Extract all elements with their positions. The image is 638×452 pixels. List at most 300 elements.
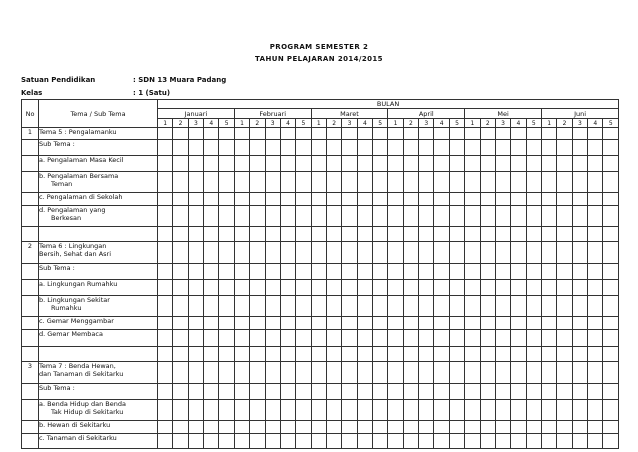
week-cell [173, 317, 188, 330]
week-cell [480, 347, 495, 362]
week-cell [234, 330, 249, 347]
week-cell [158, 206, 173, 227]
tema-text: d. Gemar Membaca [39, 330, 103, 338]
week-cell [158, 362, 173, 384]
week-cell [265, 156, 280, 172]
row-number: 2 [22, 242, 39, 264]
week-cell [572, 400, 587, 421]
week-cell [234, 206, 249, 227]
week-cell [250, 264, 265, 280]
week-cell [219, 140, 234, 156]
week-cell [357, 421, 372, 434]
week-cell [495, 140, 510, 156]
week-cell [311, 193, 326, 206]
week-cell [557, 193, 572, 206]
week-cell [265, 206, 280, 227]
week-number: 3 [342, 119, 357, 128]
week-cell [204, 434, 219, 449]
document-title: PROGRAM SEMESTER 2 [269, 43, 369, 51]
week-cell [280, 227, 295, 242]
table-row [22, 227, 619, 242]
row-number [22, 384, 39, 400]
week-cell [388, 156, 403, 172]
week-cell [373, 140, 388, 156]
week-cell [511, 156, 526, 172]
week-cell [465, 128, 480, 140]
week-cell [603, 280, 619, 296]
week-cell [557, 400, 572, 421]
tema-text: a. Benda Hidup dan Benda [39, 400, 126, 408]
tema-text-continued: Tak Hidup di Sekitarku [51, 408, 124, 416]
week-cell [541, 227, 556, 242]
week-cell [219, 280, 234, 296]
week-cell [280, 156, 295, 172]
week-cell [572, 317, 587, 330]
week-cell [173, 384, 188, 400]
week-cell [326, 227, 341, 242]
row-number [22, 280, 39, 296]
week-cell [588, 362, 603, 384]
week-cell [588, 206, 603, 227]
week-cell [541, 206, 556, 227]
week-cell [526, 242, 541, 264]
week-cell [403, 347, 418, 362]
week-cell [296, 400, 311, 421]
week-cell [296, 434, 311, 449]
week-cell [265, 193, 280, 206]
table-row [22, 280, 619, 296]
row-number: 1 [22, 128, 39, 140]
week-cell [357, 400, 372, 421]
tema-text: Tema 7 : Benda Hewan, [39, 362, 116, 370]
week-number: 5 [603, 119, 619, 128]
week-cell [557, 434, 572, 449]
week-cell [296, 242, 311, 264]
week-number: 1 [158, 119, 173, 128]
week-cell [219, 317, 234, 330]
week-cell [495, 400, 510, 421]
week-cell [588, 156, 603, 172]
week-cell [250, 362, 265, 384]
week-cell [526, 317, 541, 330]
tema-text: Sub Tema : [39, 264, 75, 272]
week-cell [480, 434, 495, 449]
week-number: 3 [265, 119, 280, 128]
table-row [22, 384, 619, 400]
week-number: 4 [280, 119, 295, 128]
week-cell [526, 172, 541, 193]
week-cell [296, 227, 311, 242]
tema-cell [39, 242, 158, 264]
week-cell [541, 172, 556, 193]
week-cell [326, 384, 341, 400]
week-cell [373, 384, 388, 400]
week-cell [572, 156, 587, 172]
week-cell [158, 421, 173, 434]
week-cell [204, 362, 219, 384]
week-cell [204, 317, 219, 330]
week-cell [234, 384, 249, 400]
week-cell [173, 434, 188, 449]
week-cell [204, 330, 219, 347]
week-cell [373, 421, 388, 434]
week-cell [541, 384, 556, 400]
week-cell [250, 280, 265, 296]
week-number: 5 [219, 119, 234, 128]
week-cell [296, 330, 311, 347]
week-cell [419, 156, 434, 172]
tema-cell [39, 206, 158, 227]
week-cell [403, 206, 418, 227]
week-cell [158, 296, 173, 317]
row-number [22, 347, 39, 362]
week-cell [495, 242, 510, 264]
week-number: 5 [373, 119, 388, 128]
week-cell [557, 330, 572, 347]
week-cell [541, 317, 556, 330]
week-cell [603, 317, 619, 330]
week-cell [419, 384, 434, 400]
week-cell [173, 128, 188, 140]
week-cell [572, 362, 587, 384]
week-cell [588, 227, 603, 242]
week-cell [265, 330, 280, 347]
week-cell [326, 400, 341, 421]
week-cell [204, 140, 219, 156]
week-cell [465, 193, 480, 206]
week-cell [311, 434, 326, 449]
week-cell [342, 227, 357, 242]
month-header: Maret [311, 109, 388, 119]
week-cell [296, 264, 311, 280]
week-cell [173, 193, 188, 206]
tema-cell [39, 227, 158, 242]
week-cell [511, 347, 526, 362]
week-cell [434, 296, 449, 317]
week-cell [419, 400, 434, 421]
week-cell [526, 400, 541, 421]
week-cell [373, 434, 388, 449]
week-cell [250, 156, 265, 172]
header-no: No [22, 100, 39, 128]
week-cell [204, 227, 219, 242]
week-cell [541, 242, 556, 264]
week-cell [449, 384, 464, 400]
week-cell [526, 193, 541, 206]
week-cell [495, 347, 510, 362]
week-cell [480, 140, 495, 156]
week-cell [465, 140, 480, 156]
week-cell [419, 280, 434, 296]
week-cell [373, 347, 388, 362]
week-cell [234, 140, 249, 156]
table-row [22, 128, 619, 140]
week-cell [173, 172, 188, 193]
week-cell [526, 280, 541, 296]
week-cell [449, 347, 464, 362]
week-cell [357, 264, 372, 280]
week-cell [188, 362, 203, 384]
week-cell [234, 434, 249, 449]
week-cell [173, 156, 188, 172]
week-number: 4 [357, 119, 372, 128]
tema-text-continued: Berkesan [51, 214, 82, 222]
week-cell [357, 317, 372, 330]
week-cell [342, 193, 357, 206]
week-cell [250, 347, 265, 362]
week-cell [419, 128, 434, 140]
week-cell [296, 384, 311, 400]
week-cell [250, 400, 265, 421]
week-cell [219, 434, 234, 449]
week-cell [234, 347, 249, 362]
week-cell [419, 421, 434, 434]
week-cell [557, 206, 572, 227]
week-cell [449, 330, 464, 347]
row-number [22, 206, 39, 227]
week-cell [342, 280, 357, 296]
row-number [22, 140, 39, 156]
week-cell [572, 172, 587, 193]
week-cell [480, 242, 495, 264]
week-cell [403, 317, 418, 330]
week-cell [603, 206, 619, 227]
week-cell [311, 421, 326, 434]
row-number [22, 421, 39, 434]
week-cell [188, 140, 203, 156]
tema-text-continued: Teman [51, 180, 73, 188]
row-number [22, 264, 39, 280]
week-cell [296, 296, 311, 317]
week-cell [204, 193, 219, 206]
week-cell [188, 296, 203, 317]
week-cell [511, 242, 526, 264]
week-cell [219, 400, 234, 421]
week-cell [219, 227, 234, 242]
week-cell [326, 242, 341, 264]
week-cell [280, 128, 295, 140]
week-cell [219, 421, 234, 434]
week-cell [173, 242, 188, 264]
week-cell [465, 172, 480, 193]
week-cell [265, 362, 280, 384]
week-cell [480, 156, 495, 172]
week-cell [603, 330, 619, 347]
week-cell [434, 362, 449, 384]
week-cell [357, 296, 372, 317]
week-number: 3 [188, 119, 203, 128]
week-cell [588, 384, 603, 400]
week-cell [434, 384, 449, 400]
week-cell [403, 421, 418, 434]
week-cell [419, 296, 434, 317]
tema-text: b. Hewan di Sekitarku [39, 421, 111, 429]
week-cell [557, 296, 572, 317]
week-cell [588, 193, 603, 206]
week-cell [342, 317, 357, 330]
week-number: 4 [511, 119, 526, 128]
week-cell [572, 140, 587, 156]
week-cell [158, 128, 173, 140]
week-cell [204, 384, 219, 400]
week-cell [158, 384, 173, 400]
week-cell [403, 296, 418, 317]
week-cell [326, 347, 341, 362]
tema-text: Tema 6 : Lingkungan [39, 242, 107, 250]
table-row [22, 242, 619, 264]
week-cell [326, 317, 341, 330]
week-cell [296, 280, 311, 296]
week-number: 4 [588, 119, 603, 128]
week-cell [511, 434, 526, 449]
week-cell [511, 264, 526, 280]
week-cell [373, 317, 388, 330]
week-cell [234, 227, 249, 242]
week-cell [280, 172, 295, 193]
week-cell [265, 172, 280, 193]
week-cell [265, 280, 280, 296]
week-cell [357, 434, 372, 449]
week-cell [511, 172, 526, 193]
week-cell [480, 296, 495, 317]
week-cell [326, 280, 341, 296]
week-number: 1 [234, 119, 249, 128]
tema-cell [39, 264, 158, 280]
class-label: Kelas [21, 89, 43, 97]
week-cell [357, 384, 372, 400]
week-cell [526, 227, 541, 242]
week-cell [434, 242, 449, 264]
week-cell [465, 362, 480, 384]
week-cell [603, 128, 619, 140]
week-cell [280, 434, 295, 449]
week-cell [526, 128, 541, 140]
week-cell [480, 384, 495, 400]
week-cell [357, 242, 372, 264]
week-cell [373, 362, 388, 384]
week-cell [204, 280, 219, 296]
tema-cell [39, 317, 158, 330]
week-cell [296, 206, 311, 227]
week-cell [373, 128, 388, 140]
document-subtitle: TAHUN PELAJARAN 2014/2015 [255, 55, 383, 63]
row-number [22, 434, 39, 449]
week-cell [250, 317, 265, 330]
week-cell [526, 140, 541, 156]
week-cell [234, 264, 249, 280]
week-cell [603, 421, 619, 434]
week-cell [465, 227, 480, 242]
tema-text: a. Lingkungan Rumahku [39, 280, 118, 288]
week-cell [588, 400, 603, 421]
row-number [22, 330, 39, 347]
week-cell [495, 264, 510, 280]
week-cell [480, 128, 495, 140]
week-cell [588, 172, 603, 193]
week-cell [219, 128, 234, 140]
week-cell [342, 384, 357, 400]
week-cell [480, 330, 495, 347]
week-cell [588, 264, 603, 280]
week-cell [342, 296, 357, 317]
week-cell [326, 330, 341, 347]
week-cell [188, 242, 203, 264]
week-cell [603, 156, 619, 172]
week-cell [588, 434, 603, 449]
week-cell [173, 227, 188, 242]
week-cell [541, 156, 556, 172]
table-row [22, 140, 619, 156]
week-cell [219, 384, 234, 400]
week-cell [557, 242, 572, 264]
week-cell [388, 317, 403, 330]
week-cell [158, 280, 173, 296]
tema-text: c. Pengalaman di Sekolah [39, 193, 123, 201]
week-number: 3 [495, 119, 510, 128]
week-cell [526, 421, 541, 434]
week-cell [342, 330, 357, 347]
week-cell [219, 362, 234, 384]
week-cell [326, 421, 341, 434]
table-row [22, 296, 619, 317]
week-cell [572, 193, 587, 206]
week-cell [296, 362, 311, 384]
week-cell [342, 347, 357, 362]
tema-cell [39, 140, 158, 156]
week-cell [326, 362, 341, 384]
week-cell [357, 206, 372, 227]
week-cell [557, 128, 572, 140]
week-cell [204, 156, 219, 172]
week-cell [603, 193, 619, 206]
week-cell [495, 128, 510, 140]
week-cell [403, 227, 418, 242]
week-cell [511, 317, 526, 330]
week-cell [280, 296, 295, 317]
week-cell [557, 317, 572, 330]
week-cell [326, 296, 341, 317]
week-cell [541, 140, 556, 156]
week-cell [280, 193, 295, 206]
week-cell [357, 193, 372, 206]
week-cell [449, 128, 464, 140]
week-cell [419, 264, 434, 280]
week-cell [541, 193, 556, 206]
week-cell [434, 172, 449, 193]
week-cell [419, 206, 434, 227]
week-cell [449, 421, 464, 434]
week-cell [419, 227, 434, 242]
week-cell [158, 140, 173, 156]
week-cell [296, 156, 311, 172]
week-cell [557, 384, 572, 400]
week-cell [188, 347, 203, 362]
table-row [22, 206, 619, 227]
week-cell [419, 242, 434, 264]
week-cell [158, 193, 173, 206]
week-cell [434, 434, 449, 449]
week-number: 1 [311, 119, 326, 128]
tema-cell [39, 128, 158, 140]
week-cell [326, 264, 341, 280]
week-cell [434, 193, 449, 206]
week-cell [388, 172, 403, 193]
week-cell [495, 206, 510, 227]
tema-text: Sub Tema : [39, 384, 75, 392]
week-cell [342, 242, 357, 264]
week-cell [219, 206, 234, 227]
week-cell [204, 128, 219, 140]
